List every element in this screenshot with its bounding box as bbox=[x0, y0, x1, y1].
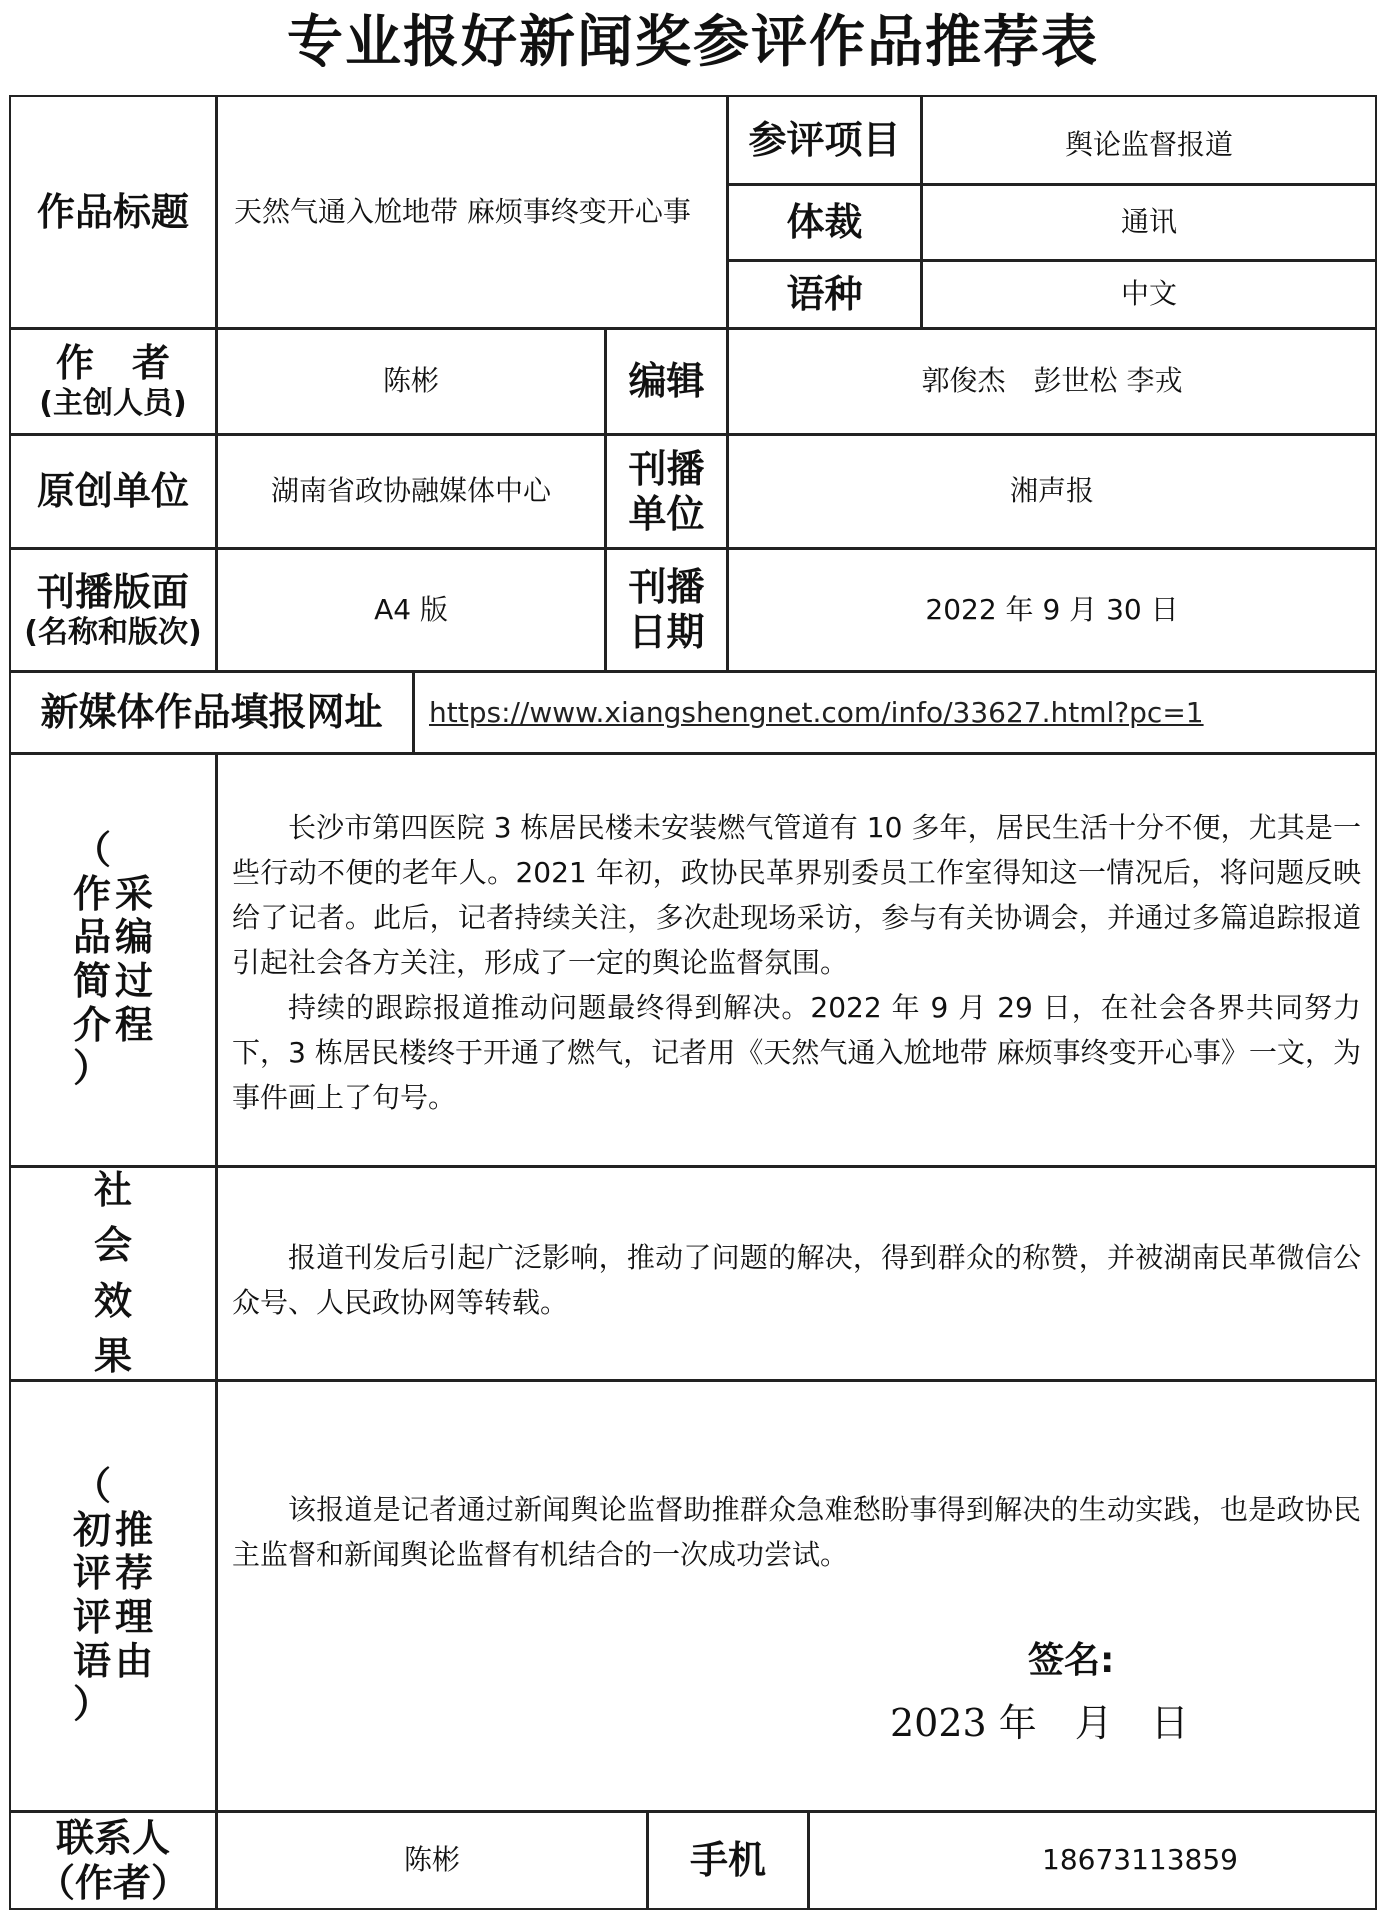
reason-label-char: 荐 bbox=[115, 1551, 154, 1596]
genre-label: 体裁 bbox=[727, 184, 922, 261]
reason-label-char: 初 bbox=[72, 1507, 111, 1552]
author-value: 陈彬 bbox=[216, 328, 606, 435]
reason-text: 该报道是记者通过新闻舆论监督助推群众急难愁盼事得到解决的生动实践，也是政协民主监督和新闻舆论监督有机结合的一次成功尝试。 bbox=[232, 1493, 1361, 1571]
publisher-label: 刊播单位 bbox=[605, 434, 728, 549]
contact-label: 联系人 （作者） bbox=[9, 1811, 217, 1910]
author-label: 作 者 (主创人员) bbox=[9, 328, 217, 435]
effect-label-char: 果 bbox=[93, 1333, 132, 1378]
genre-value: 通讯 bbox=[921, 184, 1377, 261]
category-label: 参评项目 bbox=[727, 95, 922, 185]
process-label-char: （ bbox=[72, 827, 111, 872]
editor-label: 编辑 bbox=[605, 328, 728, 435]
reason-label-char: 理 bbox=[115, 1595, 154, 1639]
reason-label-char: 推 bbox=[115, 1507, 154, 1552]
page-value: A4 版 bbox=[216, 548, 606, 672]
process-paragraph-1: 长沙市第四医院 3 栋居民楼未安装燃气管道有 10 多年，居民生活十分不便，尤其是一些行动不便的老年人。2021 年初，政协民革界别委员工作室得知这一情况后，将问题反映给了记者。此后，记者持续关注，多次赴现场采访，参与有关协调会，并通过多篇追踪报道引起社会各方关注，形成了一定的舆论监督氛围。 bbox=[232, 811, 1361, 979]
process-paragraph-2: 持续的跟踪报道推动问题最终得到解决。2022 年 9 月 29 日，在社会各界共同努力下，3 栋居民楼终于开通了燃气，记者用《天然气通入尬地带 麻烦事终变开心事》一文，为事件画上了句号。 bbox=[232, 991, 1361, 1114]
process-label-char: 采 bbox=[115, 871, 154, 916]
org-value: 湖南省政协融媒体中心 bbox=[216, 434, 606, 549]
category-value: 舆论监督报道 bbox=[921, 95, 1377, 185]
contact-value: 陈彬 bbox=[216, 1811, 648, 1910]
page-title: 专业报好新闻奖参评作品推荐表 bbox=[287, 10, 1099, 75]
work-url-link[interactable]: https://www.xiangshengnet.com/info/33627.html?pc=1 bbox=[429, 696, 1204, 729]
date-value: 2022 年 9 月 30 日 bbox=[727, 548, 1377, 672]
date-label: 刊播日期 bbox=[605, 548, 728, 672]
process-content bbox=[216, 753, 1377, 1167]
reason-content bbox=[216, 1380, 1377, 1812]
url-value bbox=[413, 671, 1377, 754]
reason-label-char: 评 bbox=[72, 1595, 111, 1639]
process-label-col2 bbox=[115, 873, 153, 1048]
reason-label-char: ） bbox=[72, 1682, 111, 1727]
signature-label: 签名: bbox=[1028, 1640, 1115, 1681]
publisher-value: 湘声报 bbox=[727, 434, 1377, 549]
page-label: 刊播版面 (名称和版次) bbox=[9, 548, 217, 672]
process-label-char: 作 bbox=[72, 871, 111, 916]
reason-label-col2 bbox=[115, 1509, 153, 1684]
process-label-char: ） bbox=[72, 1046, 111, 1091]
effect-label-char: 社 bbox=[93, 1168, 132, 1213]
process-label-char: 程 bbox=[115, 1002, 154, 1047]
url-label: 新媒体作品填报网址 bbox=[9, 671, 414, 754]
process-label-char: 简 bbox=[72, 959, 111, 1003]
process-label bbox=[9, 753, 217, 1167]
reason-label-char: 评 bbox=[72, 1551, 111, 1596]
reason-label-col1 bbox=[73, 1465, 111, 1727]
org-label: 原创单位 bbox=[9, 434, 217, 549]
language-value: 中文 bbox=[921, 260, 1377, 329]
effect-label-char: 会 bbox=[93, 1223, 132, 1268]
signature-date: 2023 年 月 日 bbox=[890, 1701, 1189, 1745]
work-title-label: 作品标题 bbox=[9, 95, 217, 329]
process-label-char: 品 bbox=[72, 915, 111, 960]
reason-label-char: 语 bbox=[72, 1638, 111, 1683]
reason-label bbox=[9, 1380, 217, 1812]
phone-value: 18673113859 bbox=[808, 1811, 1377, 1910]
process-label-col1 bbox=[73, 829, 111, 1091]
recommendation-form bbox=[10, 96, 1378, 1911]
effect-content bbox=[216, 1166, 1377, 1381]
process-label-char: 介 bbox=[72, 1002, 111, 1047]
process-label-char: 编 bbox=[115, 915, 154, 960]
effect-label-char: 效 bbox=[93, 1278, 132, 1323]
reason-label-char: （ bbox=[72, 1463, 111, 1508]
effect-label bbox=[9, 1166, 217, 1381]
process-label-char: 过 bbox=[115, 959, 154, 1003]
phone-label: 手机 bbox=[647, 1811, 809, 1910]
reason-label-char: 由 bbox=[115, 1638, 154, 1683]
language-label: 语种 bbox=[727, 260, 922, 329]
effect-text: 报道刊发后引起广泛影响，推动了问题的解决，得到群众的称赞，并被湖南民革微信公众号、人民政协网等转载。 bbox=[232, 1241, 1361, 1319]
editor-value: 郭俊杰 彭世松 李戎 bbox=[727, 328, 1377, 435]
work-title-value: 天然气通入尬地带 麻烦事终变开心事 bbox=[216, 95, 728, 329]
